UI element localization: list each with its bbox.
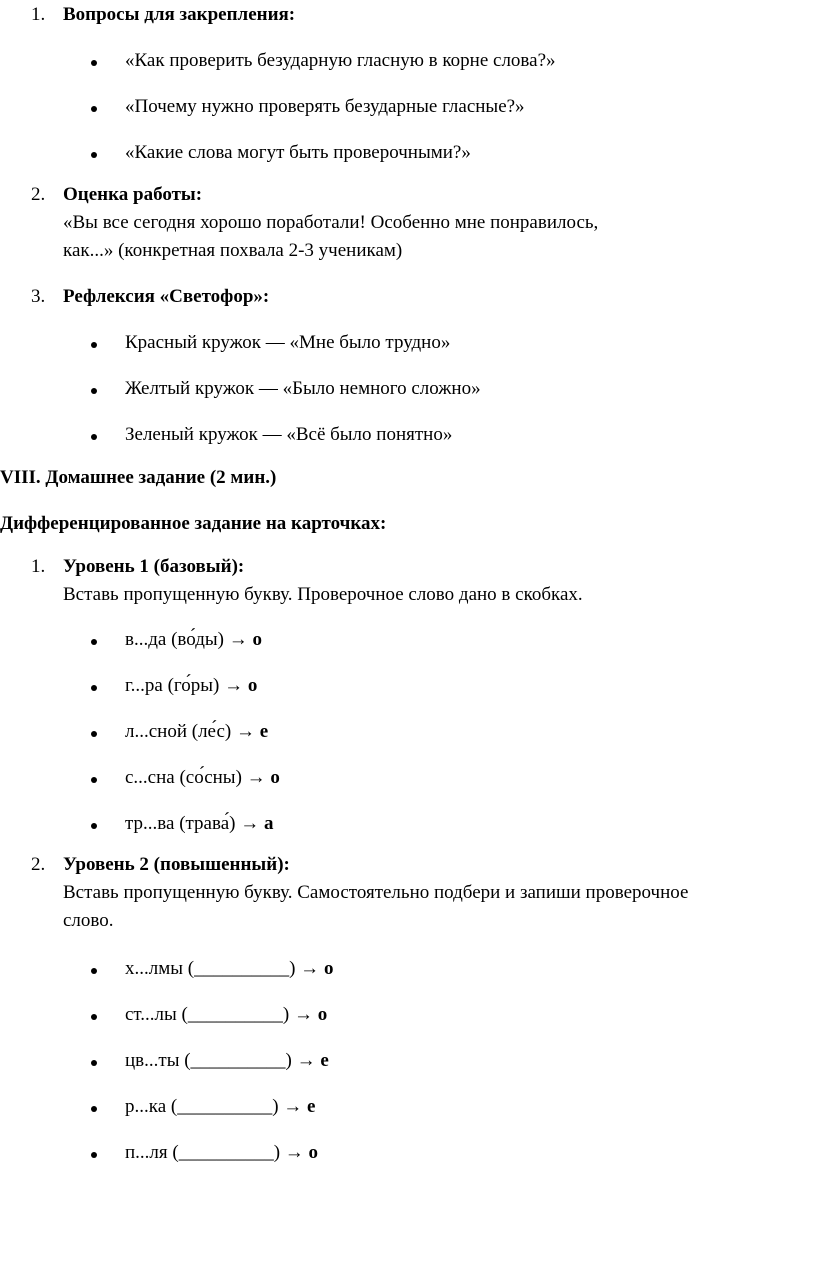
exercise-answer: о bbox=[247, 675, 258, 696]
bullet bbox=[91, 1060, 97, 1066]
level2-instruction-line2: слово. bbox=[63, 910, 114, 931]
section1-number: 1. bbox=[31, 4, 46, 25]
exercise-answer: о bbox=[252, 629, 262, 650]
section2-title: Оценка работы: bbox=[63, 184, 203, 205]
level2-title: Уровень 2 (повышенный): bbox=[63, 854, 290, 875]
exercise-text: тр...ва (трава́) → bbox=[125, 813, 264, 834]
exercise-item bbox=[125, 812, 273, 837]
exercise-answer: а bbox=[263, 813, 274, 834]
bullet bbox=[91, 106, 97, 112]
exercise-answer: о bbox=[270, 767, 280, 788]
exercise-text: ст...лы (__________) → bbox=[125, 1004, 318, 1025]
exercise-answer: о bbox=[323, 958, 334, 979]
bullet bbox=[91, 685, 97, 691]
exercise-item bbox=[125, 1003, 327, 1028]
bullet bbox=[91, 777, 97, 783]
bullet bbox=[91, 968, 97, 974]
bullet bbox=[91, 388, 97, 394]
exercise-answer: е bbox=[259, 721, 269, 742]
bullet bbox=[91, 731, 97, 737]
bullet bbox=[91, 434, 97, 440]
bullet bbox=[91, 1152, 97, 1158]
exercise-text: р...ка (__________) → bbox=[125, 1096, 308, 1117]
section2-text-line1: «Вы все сегодня хорошо поработали! Особенно мне понравилось, bbox=[63, 212, 599, 233]
level2-number: 2. bbox=[31, 854, 46, 875]
reflection-item: Зеленый кружок — «Всё было понятно» bbox=[125, 424, 453, 445]
exercise-text: цв...ты (__________) → bbox=[125, 1050, 321, 1071]
section3-title: Рефлексия «Светофор»: bbox=[63, 286, 270, 307]
level1-number: 1. bbox=[31, 556, 46, 577]
level2-instruction-line1: Вставь пропущенную букву. Самостоятельно подбери и запиши проверочное bbox=[63, 882, 689, 903]
bullet bbox=[91, 152, 97, 158]
exercise-answer: о bbox=[308, 1142, 319, 1163]
question-item: «Как проверить безударную гласную в корне слова?» bbox=[125, 50, 556, 71]
exercise-text: п...ля (__________) → bbox=[125, 1142, 309, 1163]
section2-number: 2. bbox=[31, 184, 46, 205]
exercise-answer: е bbox=[320, 1050, 329, 1071]
exercise-item bbox=[125, 766, 280, 791]
exercise-item bbox=[125, 1049, 329, 1074]
exercise-text: г...ра (го́ры) → bbox=[125, 675, 248, 696]
exercise-item bbox=[125, 628, 262, 653]
question-item: «Почему нужно проверять безударные гласные?» bbox=[125, 96, 525, 117]
bullet bbox=[91, 342, 97, 348]
exercise-text: с...сна (со́сны) → bbox=[125, 767, 271, 788]
level1-title: Уровень 1 (базовый): bbox=[63, 556, 245, 577]
bullet bbox=[91, 823, 97, 829]
homework-subheading: Дифференцированное задание на карточках: bbox=[0, 513, 387, 534]
bullet bbox=[91, 639, 97, 645]
reflection-item: Желтый кружок — «Было немного сложно» bbox=[125, 378, 481, 399]
section1-title: Вопросы для закрепления: bbox=[63, 4, 296, 25]
exercise-answer: о bbox=[317, 1004, 328, 1025]
exercise-item bbox=[125, 957, 333, 982]
exercise-answer: е bbox=[307, 1096, 316, 1117]
section2-text-line2: как...» (конкретная похвала 2-3 ученикам) bbox=[63, 240, 403, 261]
exercise-item bbox=[125, 1095, 315, 1120]
reflection-item: Красный кружок — «Мне было трудно» bbox=[125, 332, 451, 353]
bullet bbox=[91, 1106, 97, 1112]
bullet bbox=[91, 1014, 97, 1020]
homework-heading: VIII. Домашнее задание (2 мин.) bbox=[0, 467, 277, 488]
exercise-text: х...лмы (__________) → bbox=[125, 958, 324, 979]
level1-instruction: Вставь пропущенную букву. Проверочное слово дано в скобках. bbox=[63, 584, 583, 605]
exercise-item bbox=[125, 674, 257, 699]
bullet bbox=[91, 60, 97, 66]
question-item: «Какие слова могут быть проверочными?» bbox=[125, 142, 471, 163]
exercise-item bbox=[125, 1141, 318, 1166]
exercise-text: в...да (во́ды) → bbox=[125, 629, 253, 650]
section3-number: 3. bbox=[31, 286, 46, 307]
exercise-text: л...сной (ле́с) → bbox=[125, 721, 260, 742]
exercise-item bbox=[125, 720, 268, 745]
